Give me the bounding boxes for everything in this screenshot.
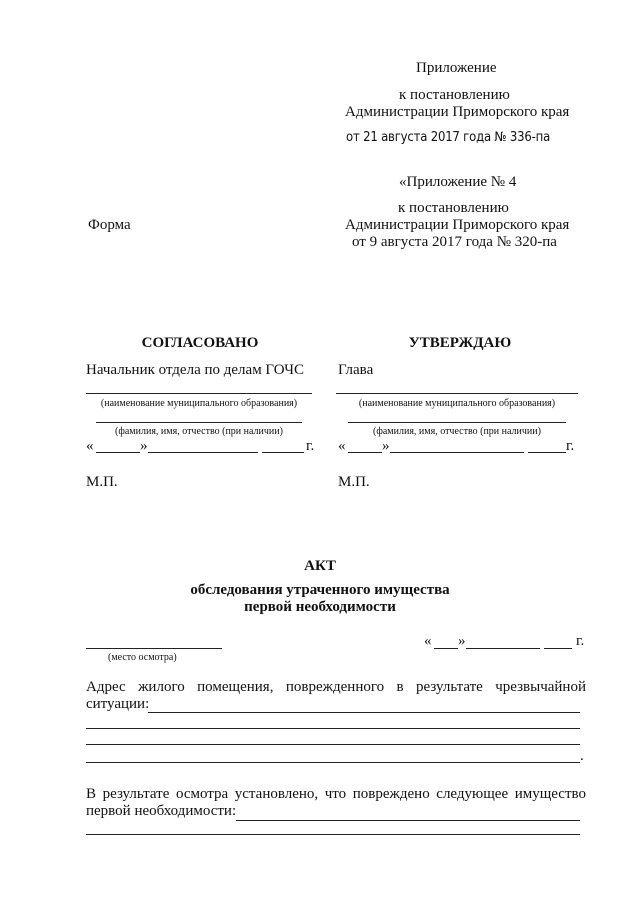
administration-label: Администрации Приморского края: [345, 104, 570, 120]
agreed-position: Начальник отдела по делам ГОЧС: [86, 362, 304, 378]
act-day-line[interactable]: [434, 648, 458, 649]
approved-month-line[interactable]: [390, 452, 524, 453]
agreed-date-open-quote: «: [86, 438, 94, 454]
address-line-3[interactable]: [86, 744, 580, 745]
agreed-municipality-hint: (наименование муниципального образования): [100, 398, 298, 409]
act-year-line[interactable]: [544, 648, 572, 649]
act-subtitle-line1: обследования утраченного имущества: [190, 582, 450, 598]
agreed-municipality-line[interactable]: [86, 393, 312, 394]
approved-stamp: М.П.: [338, 474, 370, 490]
approved-municipality-hint: (наименование муниципального образования): [358, 398, 556, 409]
agreed-day-line[interactable]: [96, 452, 140, 453]
act-date-open-quote: «: [424, 633, 432, 649]
approved-date-close-quote: »: [382, 438, 390, 454]
quoted-resolution-label: к постановлению: [398, 200, 509, 216]
agreed-date-close-quote: »: [140, 438, 148, 454]
approved-date-open-quote: «: [338, 438, 346, 454]
approved-year-line[interactable]: [528, 452, 566, 453]
address-end-period: .: [580, 748, 584, 764]
agreed-year-line[interactable]: [262, 452, 304, 453]
result-line-1[interactable]: [236, 820, 580, 821]
act-title: АКТ: [304, 558, 336, 574]
act-date-close-quote: »: [458, 633, 466, 649]
act-subtitle-line2: первой необходимости: [244, 599, 396, 615]
quoted-administration-label: Администрации Приморского края: [345, 217, 570, 233]
result-paragraph-line1: В результате осмотра установлено, что повреждено следующее имущество: [86, 786, 586, 802]
approved-day-line[interactable]: [348, 452, 382, 453]
result-paragraph-line2: первой необходимости:: [86, 803, 237, 819]
resolution-label: к постановлению: [399, 87, 510, 103]
result-line-2[interactable]: [86, 834, 580, 835]
agreed-year-suffix: г.: [306, 438, 315, 454]
agreed-month-line[interactable]: [148, 452, 258, 453]
address-paragraph-line2: ситуации:: [86, 696, 150, 712]
place-hint: (место осмотра): [108, 652, 177, 663]
act-month-line[interactable]: [466, 648, 540, 649]
address-line-4[interactable]: [86, 762, 580, 763]
approved-title: УТВЕРЖДАЮ: [408, 335, 512, 351]
quoted-appendix-label: «Приложение № 4: [399, 174, 517, 190]
approved-municipality-line[interactable]: [336, 393, 578, 394]
place-line[interactable]: [86, 648, 222, 649]
resolution-date-number: от 21 августа 2017 года № 336-па: [346, 130, 551, 145]
form-label: Форма: [88, 217, 131, 233]
approved-name-line[interactable]: [348, 422, 566, 423]
act-year-suffix: г.: [576, 633, 585, 649]
address-line-2[interactable]: [86, 728, 580, 729]
agreed-stamp: М.П.: [86, 474, 118, 490]
appendix-label: Приложение: [416, 60, 497, 76]
agreed-name-hint: (фамилия, имя, отчество (при наличии): [115, 426, 283, 437]
agreed-title: СОГЛАСОВАНО: [141, 335, 259, 351]
agreed-name-line[interactable]: [96, 422, 302, 423]
address-paragraph-line1: Адрес жилого помещения, поврежденного в результате чрезвычайной: [86, 679, 586, 695]
quoted-resolution-date: от 9 августа 2017 года № 320-па: [352, 234, 557, 250]
address-line-1[interactable]: [148, 712, 580, 713]
approved-position: Глава: [338, 362, 374, 378]
approved-year-suffix: г.: [566, 438, 575, 454]
approved-name-hint: (фамилия, имя, отчество (при наличии): [373, 426, 541, 437]
